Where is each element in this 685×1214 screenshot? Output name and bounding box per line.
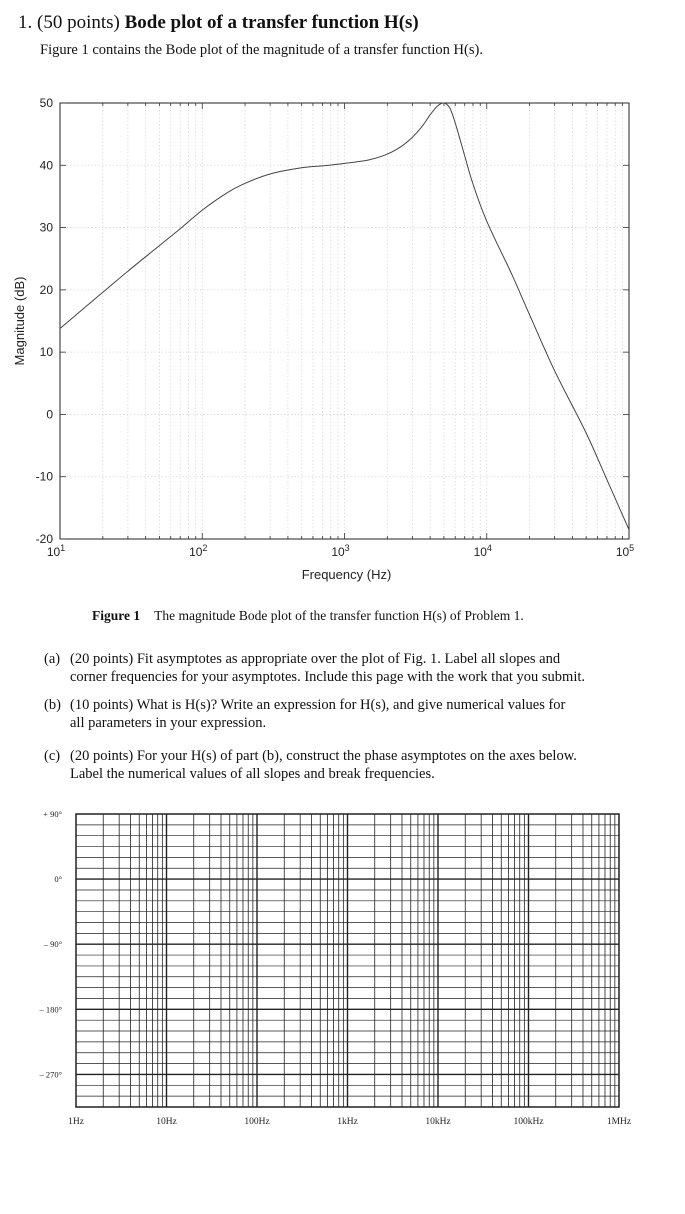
x-axis-label: Frequency (Hz) xyxy=(301,567,392,582)
y-tick-label: 20 xyxy=(39,282,53,297)
y-tick-label: 50 xyxy=(39,96,53,110)
problem-number: 1. xyxy=(18,12,33,33)
phase-y-tick-label: – 90° xyxy=(43,939,62,950)
question-text-line: corner frequencies for your asymptotes. Include this page with the work that you submit. xyxy=(70,669,586,685)
y-axis-label: Magnitude (dB) xyxy=(12,276,27,366)
problem-intro: Figure 1 contains the Bode plot of the magnitude of a transfer function H(s). xyxy=(40,42,483,58)
phase-x-tick-label: 1kHz xyxy=(337,1117,358,1127)
phase-x-tick-label: 10Hz xyxy=(156,1117,177,1127)
phase-y-tick-label: – 180° xyxy=(39,1004,62,1015)
question-label: (c) xyxy=(44,748,61,764)
phase-x-tick-label: 1MHz xyxy=(606,1117,632,1127)
question-label: (b) xyxy=(44,697,61,713)
phase-x-tick-label: 100kHz xyxy=(513,1117,544,1127)
problem-heading: Bode plot of a transfer function H(s) xyxy=(124,12,419,33)
x-tick-label: $10^2$ xyxy=(189,543,208,559)
phase-frame xyxy=(76,814,619,1107)
y-tick-label: 10 xyxy=(39,345,53,360)
magnitude-bode-plot xyxy=(0,0,685,600)
phase-y-tick-label: 0° xyxy=(54,874,62,885)
problem-points: (50 points) xyxy=(37,12,120,33)
question-text-line: (20 points) Fit asymptotes as appropriate over the plot of Fig. 1. Label all slopes and xyxy=(70,651,561,667)
y-tick-label: 30 xyxy=(39,220,53,235)
y-tick-label: 40 xyxy=(39,158,53,173)
question-text-line: (20 points) For your H(s) of part (b), construct the phase asymptotes on the axes below. xyxy=(70,748,577,764)
question-text-line: Label the numerical values of all slopes and break frequencies. xyxy=(70,766,435,782)
x-tick-label: $10^3$ xyxy=(331,543,350,559)
x-tick-label: $10^1$ xyxy=(46,543,66,559)
question-label: (a) xyxy=(44,651,61,667)
phase-x-tick-label: 10kHz xyxy=(425,1117,451,1127)
caption-text: The magnitude Bode plot of the transfer function H(s) of Problem 1. xyxy=(154,608,524,623)
question-list xyxy=(44,650,674,790)
caption-label: Figure 1 xyxy=(92,608,141,623)
phase-x-tick-label: 100Hz xyxy=(244,1117,270,1127)
figure1-caption xyxy=(92,608,524,624)
phase-y-tick-label: – 270° xyxy=(39,1069,62,1080)
question-text-line: (10 points) What is H(s)? Write an expression for H(s), and give numerical values for xyxy=(70,697,566,713)
question-text-line: all parameters in your expression. xyxy=(70,715,267,731)
y-tick-label: -20 xyxy=(35,532,53,546)
x-tick-label: $10^5$ xyxy=(615,543,635,559)
y-tick-label: 0 xyxy=(46,407,53,422)
phase-x-tick-label: 1Hz xyxy=(68,1117,84,1127)
phase-y-tick-label: + 90° xyxy=(43,809,62,819)
y-tick-label: -10 xyxy=(35,469,53,484)
x-tick-label: $10^4$ xyxy=(473,543,492,559)
